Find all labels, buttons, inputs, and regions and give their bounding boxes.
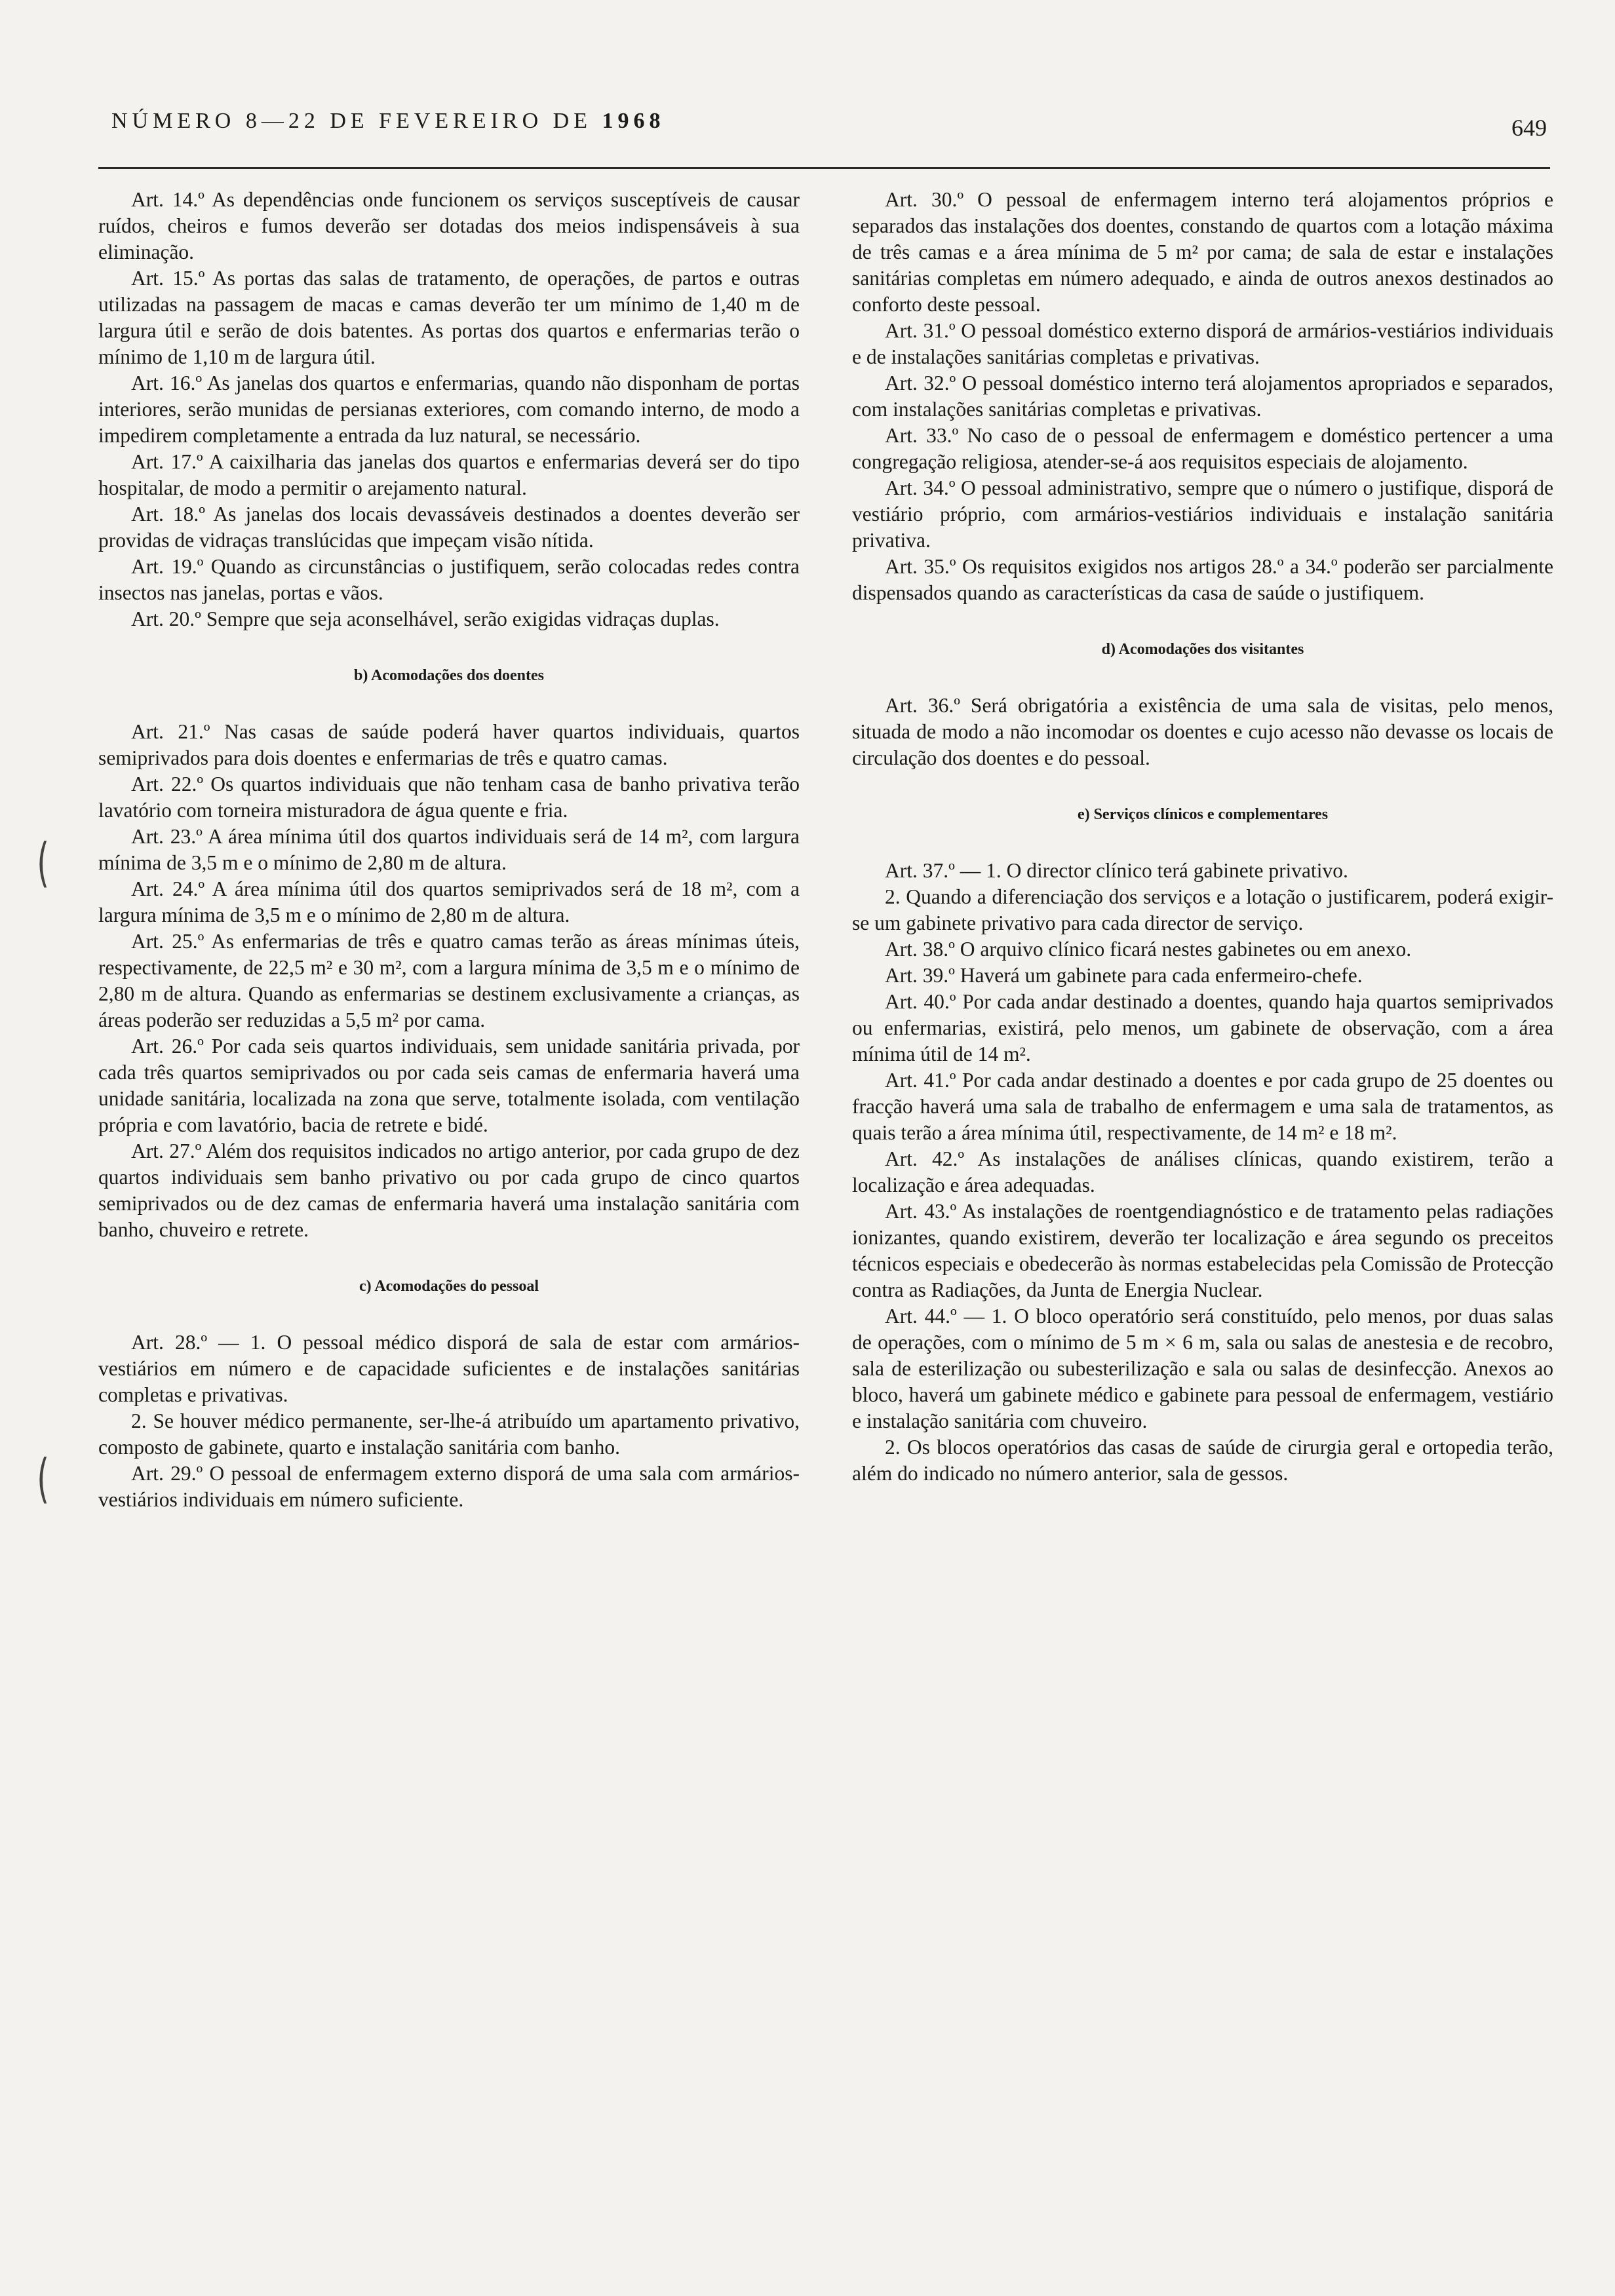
article-30: Art. 30.º O pessoal de enfermagem interno terá alojamentos próprios e separados das instalações dos doentes, constando de quartos com a lotação máxima de três camas e a área mínima de 5 m² por cama; de sala de estar e instalações sanitárias completas em número adequado, e ainda de outros anexos destinados ao conforto deste pessoal. xyxy=(852,188,1553,316)
article-34: Art. 34.º O pessoal administrativo, sempre que o número o justifique, disporá de vestiário próprio, com armários-vestiários individuais e instalação sanitária privativa. xyxy=(852,476,1553,552)
article-42: Art. 42.º As instalações de análises clínicas, quando existirem, terão a localização e área adequadas. xyxy=(852,1147,1553,1196)
article-36: Art. 36.º Será obrigatória a existência de uma sala de visitas, pelo menos, situada de modo a não incomodar os doentes e cujo acesso não devasse os locais de circulação dos doentes e do pessoal. xyxy=(852,694,1553,769)
article-28-2: 2. Se houver médico permanente, ser-lhe-á atribuído um apartamento privativo, composto de gabinete, quarto e instalação sanitária com banho. xyxy=(98,1409,800,1459)
header-rule xyxy=(98,167,1550,169)
left-column xyxy=(98,187,800,1513)
article-32: Art. 32.º O pessoal doméstico interno terá alojamentos apropriados e separados, com instalações sanitárias completas e privativas. xyxy=(852,372,1553,421)
article-35: Art. 35.º Os requisitos exigidos nos artigos 28.º a 34.º poderão ser parcialmente dispensados quando as características da casa de saúde o justifiquem. xyxy=(852,555,1553,604)
article-39: Art. 39.º Haverá um gabinete para cada enfermeiro-chefe. xyxy=(885,964,1363,987)
margin-mark-1: ( xyxy=(37,832,49,893)
article-18: Art. 18.º As janelas dos locais devassáveis destinados a doentes deverão ser providas de vidraças translúcidas que impeçam visão nítida. xyxy=(98,503,800,552)
page-number: 649 xyxy=(1511,115,1547,141)
article-17: Art. 17.º A caixilharia das janelas dos quartos e enfermarias deverá ser do tipo hospitalar, de modo a permitir o arejamento natural. xyxy=(98,450,800,499)
article-37-1: Art. 37.º — 1. O director clínico terá gabinete privativo. xyxy=(885,859,1348,882)
issue-year: 1968 xyxy=(602,109,665,133)
article-20: Art. 20.º Sempre que seja aconselhável, serão exigidas vidraças duplas. xyxy=(131,607,720,630)
article-22: Art. 22.º Os quartos individuais que não tenham casa de banho privativa terão lavatório com torneira misturadora de água quente e fria. xyxy=(98,773,800,822)
article-44-2: 2. Os blocos operatórios das casas de saúde de cirurgia geral e ortopedia terão, além do indicado no número anterior, sala de gessos. xyxy=(852,1436,1553,1485)
article-26: Art. 26.º Por cada seis quartos individuais, sem unidade sanitária privada, por cada três quartos semiprivados ou por cada seis camas de enfermaria haverá uma unidade sanitária, localizada na zona que serve, totalmente isolada, com ventilação própria e com lavatório, bacia de retrete e bidé. xyxy=(98,1035,800,1136)
article-37-2: 2. Quando a diferenciação dos serviços e a lotação o justificarem, poderá exigir-se um gabinete privativo para cada director de serviço. xyxy=(852,885,1553,934)
article-41: Art. 41.º Por cada andar destinado a doentes e por cada grupo de 25 doentes ou fracção haverá uma sala de trabalho de enfermagem e uma sala de tratamentos, as quais terão a área mínima útil, respectivamente, de 14 m² e 18 m². xyxy=(852,1069,1553,1144)
issue-title-text: NÚMERO 8—22 DE FEVEREIRO DE xyxy=(111,109,602,133)
article-43: Art. 43.º As instalações de roentgendiagnóstico e de tratamento pelas radiações ionizantes, quando existirem, deverão ter localização e área segundo os preceitos técnicos especiais e obedecerão às normas estabelecidas pela Comissão de Protecção contra as Radiações, da Junta de Energia Nuclear. xyxy=(852,1200,1553,1301)
article-44-1: Art. 44.º — 1. O bloco operatório será constituído, pelo menos, por duas salas de operações, com o mínimo de 5 m × 6 m, sala ou salas de anestesia e de recobro, sala de esterilização ou subesterilização e sala ou salas de desinfecção. Anexos ao bloco, haverá um gabinete médico e gabinete para pessoal de enfermagem, vestiário e instalação sanitária com chuveiro. xyxy=(852,1305,1553,1432)
article-28-1: Art. 28.º — 1. O pessoal médico disporá de sala de estar com armários-vestiários em número e de capacidade suficientes e de instalações sanitárias completas e privativas. xyxy=(98,1331,800,1406)
right-column xyxy=(852,187,1553,1487)
article-19: Art. 19.º Quando as circunstâncias o justifiquem, serão colocadas redes contra insectos nas janelas, portas e vãos. xyxy=(98,555,800,604)
margin-mark-2: ( xyxy=(37,1448,49,1509)
article-21: Art. 21.º Nas casas de saúde poderá haver quartos individuais, quartos semiprivados para dois doentes e enfermarias de três e quatro camas. xyxy=(98,720,800,769)
issue-title xyxy=(111,109,665,134)
article-14: Art. 14.º As dependências onde funcionem os serviços susceptíveis de causar ruídos, cheiros e fumos deverão ser dotadas dos meios indispensáveis à sua eliminação. xyxy=(98,188,800,263)
section-heading-d: d) Acomodações dos visitantes xyxy=(1101,641,1304,658)
article-16: Art. 16.º As janelas dos quartos e enfermarias, quando não disponham de portas interiores, serão munidas de persianas exteriores, com comando interno, de modo a impedirem completamente a entrada da luz natural, se necessário. xyxy=(98,372,800,447)
article-27: Art. 27.º Além dos requisitos indicados no artigo anterior, por cada grupo de dez quartos individuais sem banho privativo ou por cada grupo de cinco quartos semiprivados ou de dez camas de enfermaria haverá uma instalação sanitária com banho, chuveiro e retrete. xyxy=(98,1139,800,1241)
article-33: Art. 33.º No caso de o pessoal de enfermagem e doméstico pertencer a uma congregação religiosa, atender-se-á aos requisitos especiais de alojamento. xyxy=(852,424,1553,473)
article-15: Art. 15.º As portas das salas de tratamento, de operações, de partos e outras utilizadas na passagem de macas e camas deverão ter um mínimo de 1,40 m de largura útil e serão de dois batentes. As portas dos quartos e enfermarias terão o mínimo de 1,10 m de largura útil. xyxy=(98,267,800,368)
section-heading-e: e) Serviços clínicos e complementares xyxy=(1077,806,1329,823)
page-header xyxy=(105,105,1547,144)
article-31: Art. 31.º O pessoal doméstico externo disporá de armários-vestiários individuais e de instalações sanitárias completas e privativas. xyxy=(852,319,1553,368)
article-29: Art. 29.º O pessoal de enfermagem externo disporá de uma sala com armários-vestiários individuais em número suficiente. xyxy=(98,1462,800,1511)
article-24: Art. 24.º A área mínima útil dos quartos semiprivados será de 18 m², com a largura mínima de 3,5 m e o mínimo de 2,80 m de altura. xyxy=(98,877,800,927)
article-40: Art. 40.º Por cada andar destinado a doentes, quando haja quartos semiprivados ou enfermarias, existirá, pelo menos, um gabinete de observação, com a área mínima útil de 14 m². xyxy=(852,990,1553,1065)
section-heading-c: c) Acomodações do pessoal xyxy=(359,1278,539,1295)
article-23: Art. 23.º A área mínima útil dos quartos individuais será de 14 m², com largura mínima de 3,5 m e o mínimo de 2,80 m de altura. xyxy=(98,825,800,874)
article-25: Art. 25.º As enfermarias de três e quatro camas terão as áreas mínimas úteis, respectivamente, de 22,5 m² e 30 m², com a largura mínima de 3,5 m e o mínimo de 2,80 m de altura. Quando as enfermarias se destinem exclusivamente a crianças, as áreas poderão ser reduzidas a 5,5 m² por cama. xyxy=(98,930,800,1031)
section-heading-b: b) Acomodações dos doentes xyxy=(353,667,544,684)
article-38: Art. 38.º O arquivo clínico ficará nestes gabinetes ou em anexo. xyxy=(885,938,1412,961)
